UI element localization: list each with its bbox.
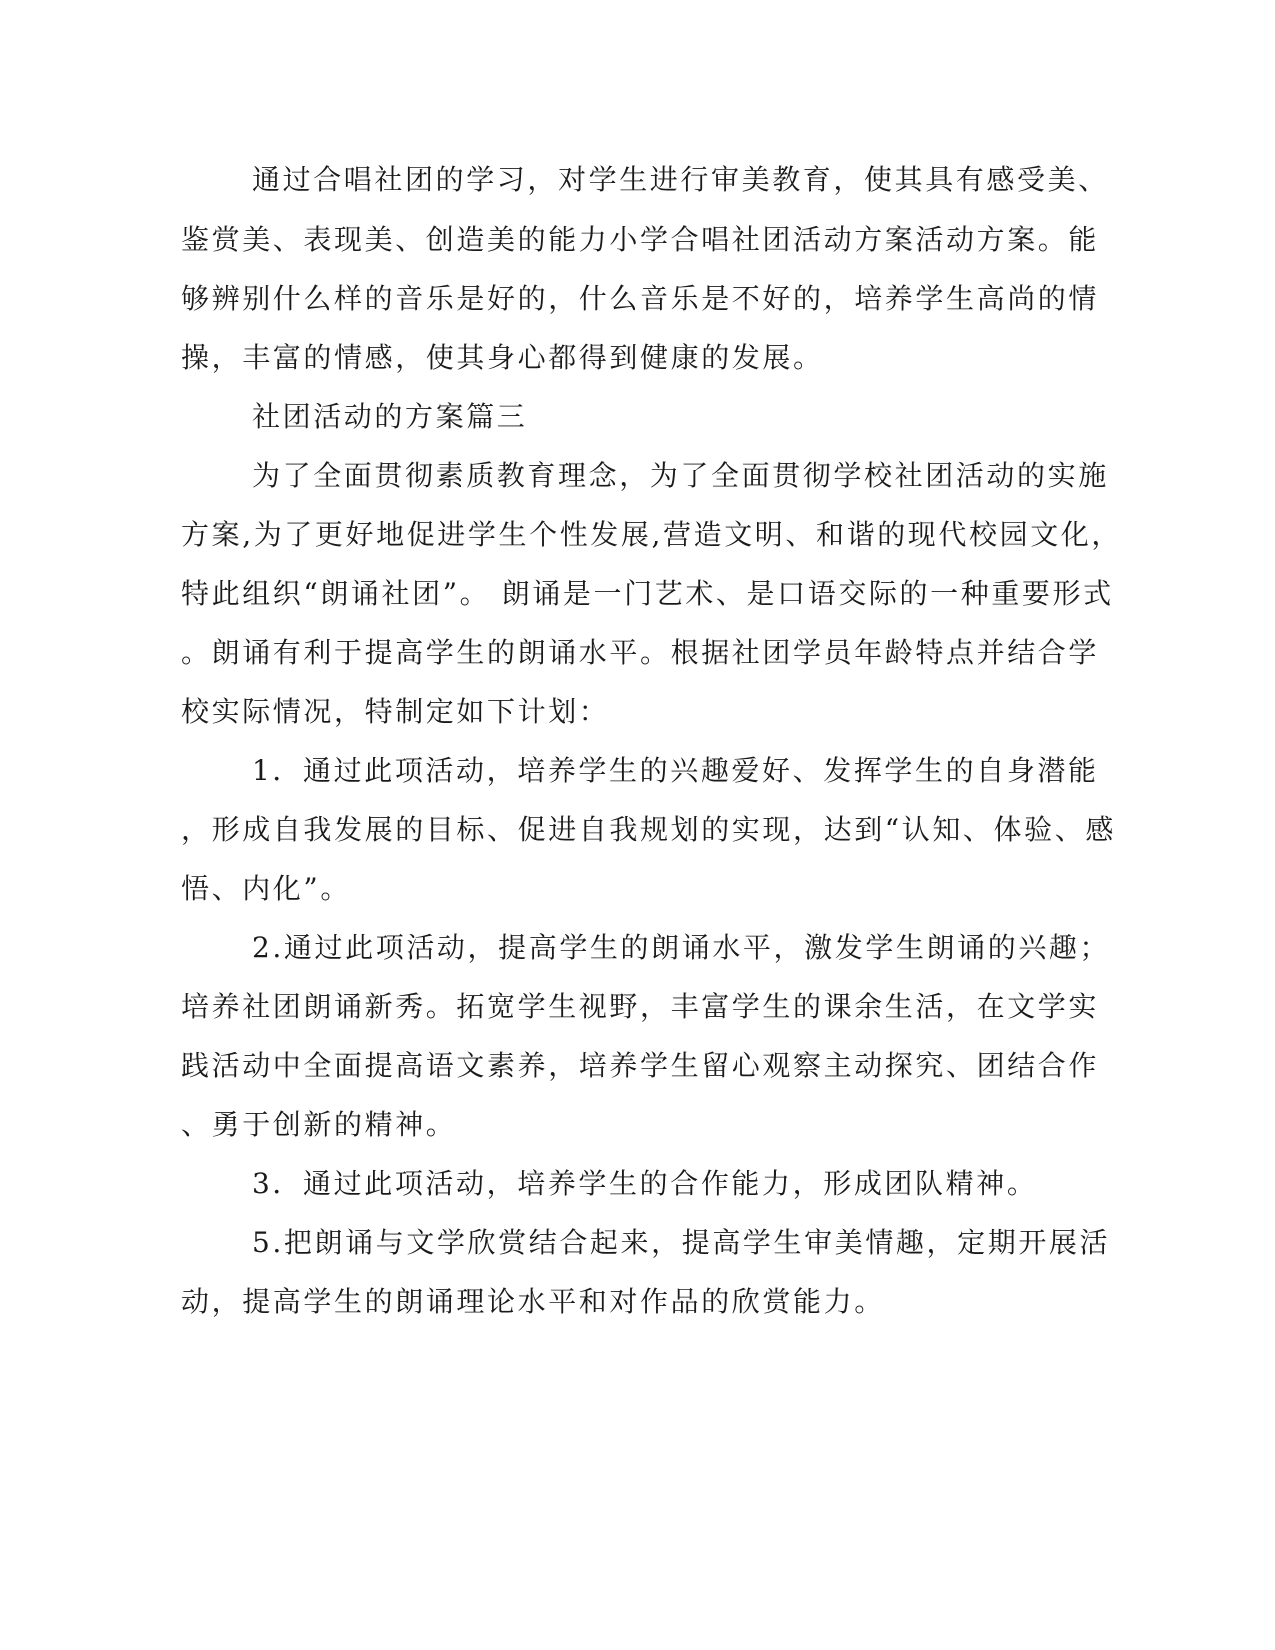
text-line: 够辨别什么样的音乐是好的，什么音乐是不好的，培养学生高尚的情 [181,282,1100,315]
text-line: 动，提高学生的朗诵理论水平和对作品的欣赏能力。 [181,1285,885,1318]
text-line: 校实际情况，特制定如下计划： [181,695,610,728]
text-line: 、勇于创新的精神。 [181,1108,457,1141]
text-line: 3．通过此项活动，培养学生的合作能力，形成团队精神。 [252,1167,1038,1200]
text-line: 为了全面贯彻素质教育理念，为了全面贯彻学校社团活动的实施 [252,459,1109,492]
text-line: 操，丰富的情感，使其身心都得到健康的发展。 [181,341,824,374]
text-line: 。朗诵有利于提高学生的朗诵水平。根据社团学员年龄特点并结合学 [181,636,1100,669]
text-line: 培养社团朗诵新秀。拓宽学生视野，丰富学生的课余生活，在文学实 [181,990,1100,1023]
text-line: ，形成自我发展的目标、促进自我规划的实现，达到“认知、体验、感 [181,813,1116,846]
text-line: 1．通过此项活动，培养学生的兴趣爱好、发挥学生的自身潜能 [252,754,1099,787]
text-line: 2.通过此项活动，提高学生的朗诵水平，激发学生朗诵的兴趣； [252,931,1111,964]
text-line: 悟、内化”。 [181,872,351,905]
text-line: 践活动中全面提高语文素养，培养学生留心观察主动探究、团结合作 [181,1049,1100,1082]
text-line: 鉴赏美、表现美、创造美的能力小学合唱社团活动方案活动方案。能 [181,223,1100,256]
text-line: 5.把朗诵与文学欣赏结合起来，提高学生审美情趣，定期开展活 [252,1226,1111,1259]
section-heading: 社团活动的方案篇三 [252,400,528,433]
text-line: 通过合唱社团的学习，对学生进行审美教育，使其具有感受美、 [252,163,1109,196]
text-line: 方案,为了更好地促进学生个性发展,营造文明、和谐的现代校园文化， [181,518,1123,551]
text-line: 特此组织“朗诵社团”。 朗诵是一门艺术、是口语交际的一种重要形式 [181,577,1114,610]
